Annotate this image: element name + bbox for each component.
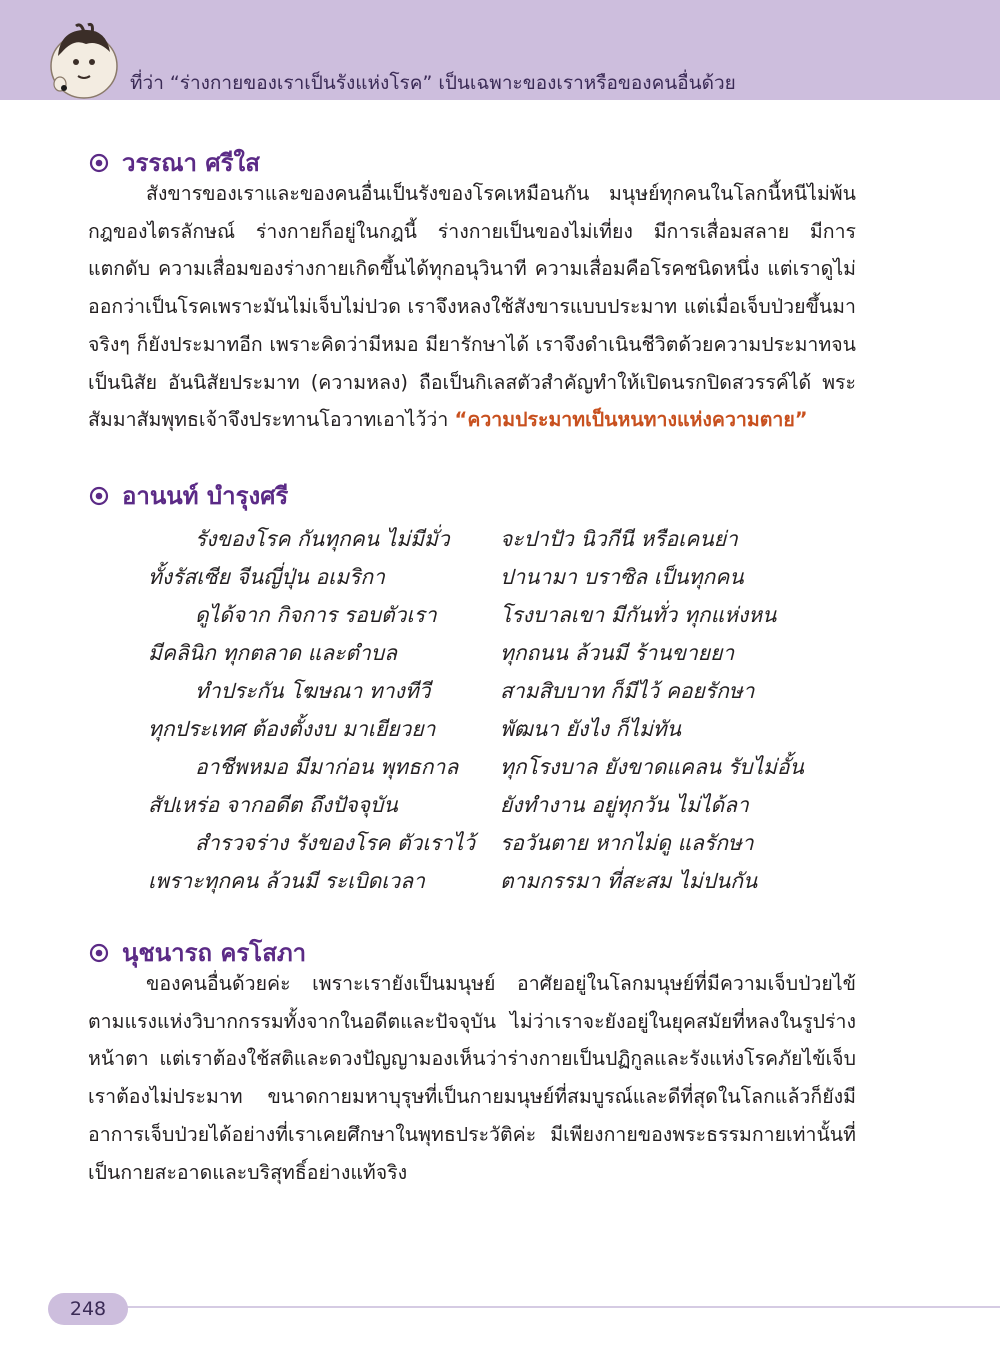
poem-first-half: มีคลินิก ทุกตลาด และตำบล: [148, 641, 397, 665]
poem-first-half: เพราะทุกคน ล้วนมี ระเบิดเวลา: [148, 869, 425, 893]
poem-first-half: สัปเหร่อ จากอดีต ถึงปัจจุบัน: [148, 793, 398, 817]
bullseye-icon: [88, 485, 110, 507]
poem-stanza-line: [0, 827, 1000, 865]
poem-second-half: สามสิบบาท ก็มีไว้ คอยรักษา: [500, 679, 755, 703]
poem-stanza-line: [0, 523, 1000, 561]
poem-first-half: ทั้งรัสเซีย จีนญี่ปุ่น อเมริกา: [148, 565, 385, 589]
emphasized-quote: “ความประมาทเป็นหนทางแห่งความตาย”: [454, 408, 808, 432]
mascot-icon: [48, 22, 120, 100]
poem-first-half: ทุกประเทศ ต้องตั้งงบ มาเยียวยา: [148, 717, 436, 741]
poem-second-half: ยังทำงาน อยู่ทุกวัน ไม่ได้ลา: [500, 793, 749, 817]
paragraph-wanna: [88, 175, 856, 439]
poem-second-half: ปานามา บราซิล เป็นทุกคน: [500, 565, 744, 589]
header-title: ที่ว่า “ร่างกายของเราเป็นรังแห่งโรค” เป็นเฉพาะของเราหรือของคนอื่นด้วย: [130, 72, 736, 94]
poem-stanza-line: [0, 789, 1000, 827]
poem-second-half: จะปาปัว นิวกีนี หรือเคนย่า: [500, 527, 738, 551]
poem-second-half: โรงบาลเขา มีกันทั่ว ทุกแห่งหน: [500, 603, 777, 627]
poem-first-half: สำรวจร่าง รังของโรค ตัวเราไว้: [195, 831, 476, 855]
footer-rule: [120, 1306, 1000, 1308]
poem-stanza-line: [0, 675, 1000, 713]
poem-stanza-line: [0, 599, 1000, 637]
poem-stanza-line: [0, 751, 1000, 789]
poem-first-half: ดูได้จาก กิจการ รอบตัวเรา: [195, 603, 437, 627]
poem-second-half: ทุกโรงบาล ยังขาดแคลน รับไม่อั้น: [500, 755, 804, 779]
poem-second-half: ตามกรรมา ที่สะสม ไม่ปนกัน: [500, 869, 758, 893]
paragraph-text: ของคนอื่นด้วยค่ะ เพราะเรายังเป็นมนุษย์ อาศัยอยู่ในโลกมนุษย์ที่มีความเจ็บป่วยไข้ตามแรงแห่งวิบากกรรมทั้งจากในอดีตและปัจจุบัน ไม่ว่าเราจะยังอยู่ในยุคสมัยที่หลงในรูปร่างหน้าตา แต่เราต้องใช้สติและดวงปัญญามองเห็นว่าร่างกายเป็นปฏิกูลและรังแห่งโรคภัยไข้เจ็บ เราต้องไม่ประมาท ขนาดกายมหาบุรุษที่เป็นกายมนุษย์ที่สมบูรณ์และดีที่สุดในโลกแล้วก็ยังมีอาการเจ็บป่วยได้อย่างที่เราเคยศึกษาในพุทธประวัติค่ะ มีเพียงกายของพระธรรมกายเท่านั้นที่เป็นกายสะอาดและบริสุทธิ์อย่างแท้จริง: [88, 972, 856, 1184]
poem-stanza-line: [0, 865, 1000, 903]
poem-second-half: ทุกถนน ล้วนมี ร้านขายยา: [500, 641, 735, 665]
poem-stanza-line: [0, 561, 1000, 599]
poem-first-half: รังของโรค กันทุกคน ไม่มีมั่ว: [195, 527, 450, 551]
paragraph-nutchanart: [88, 965, 856, 1191]
page-number: 248: [48, 1293, 128, 1325]
bullseye-icon: [88, 152, 110, 174]
section-name: วรรณา ศรีใส: [122, 149, 260, 177]
section-name: นุชนารถ ครโสภา: [122, 939, 307, 967]
poem-second-half: พัฒนา ยังไง ก็ไม่ทัน: [500, 717, 682, 741]
poem-first-half: ทำประกัน โฆษณา ทางทีวี: [195, 679, 431, 703]
poem-stanza-line: [0, 713, 1000, 751]
poem-first-half: อาชีพหมอ มีมาก่อน พุทธกาล: [195, 755, 459, 779]
poem-second-half: รอวันตาย หากไม่ดู แลรักษา: [500, 831, 754, 855]
bullseye-icon: [88, 942, 110, 964]
paragraph-text: สังขารของเราและของคนอื่นเป็นรังของโรคเหมือนกัน มนุษย์ทุกคนในโลกนี้หนีไม่พ้นกฎของไตรลักษณ์ ร่างกายก็อยู่ในกฎนี้ ร่างกายเป็นของไม่เที่ยง มีการเสื่อมสลาย มีการแตกดับ ความเสื่อมของร่างกายเกิดขึ้นได้ทุกอนุวินาที ความเสื่อมคือโรคชนิดหนึ่ง แต่เราดูไม่ออกว่าเป็นโรคเพราะมันไม่เจ็บไม่ปวด เราจึงหลงใช้สังขารแบบประมาท แต่เมื่อเจ็บป่วยขึ้นมาจริงๆ ก็ยังประมาทอีก เพราะคิดว่ามีหมอ มียารักษาได้ เราจึงดำเนินชีวิตด้วยความประมาทจนเป็นนิสัย อันนิสัยประมาท (ความหลง) ถือเป็นกิเลสตัวสำคัญทำให้เปิดนรกปิดสวรรค์ได้ พระสัมมาสัมพุทธเจ้าจึงประทานโอวาทเอาไว้ว่า: [88, 182, 856, 432]
section-name: อานนท์ บำรุงศรี: [122, 482, 289, 510]
section-heading-anon: [88, 476, 288, 515]
poem-stanza-line: [0, 637, 1000, 675]
